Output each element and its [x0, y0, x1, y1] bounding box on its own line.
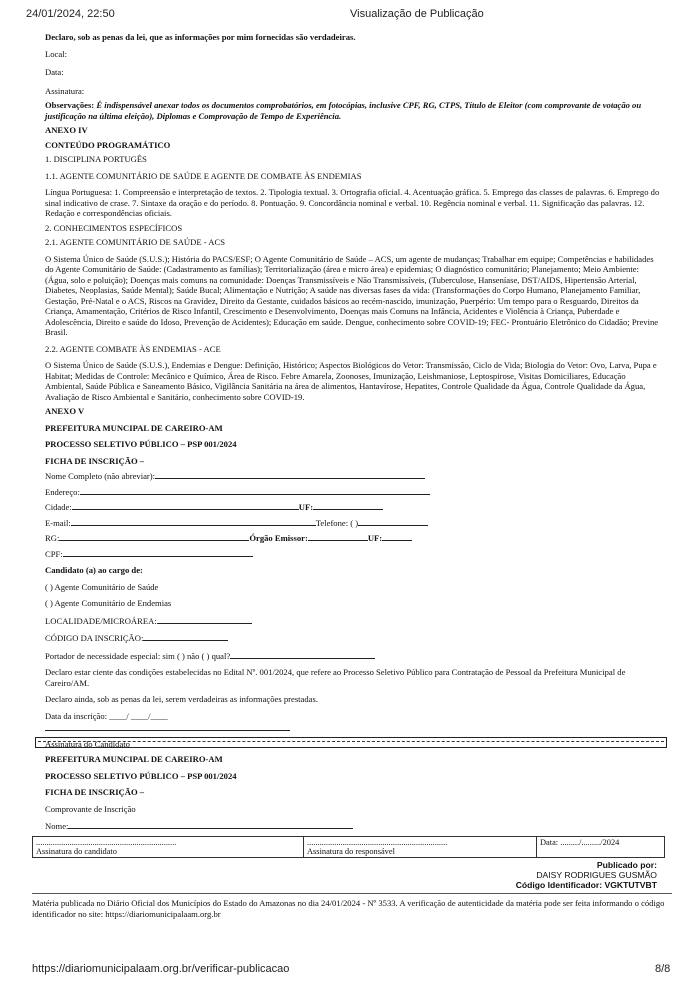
- identifier-code: Código Identificador: VGKTUTVBT: [515, 880, 657, 890]
- comprovante-nome: [45, 820, 660, 832]
- conteudo-title: CONTEÚDO PROGRAMÁTICO: [45, 139, 171, 150]
- field-email-label: E-mail:: [45, 517, 71, 528]
- comprovante-nome-label: Nome:: [45, 821, 69, 831]
- field-rg-line: [59, 532, 249, 541]
- field-cpf-label: CPF:: [45, 548, 63, 559]
- prefeitura-title: PREFEITURA MUNCIPAL DE CAREIRO-AM: [45, 422, 223, 433]
- ace-text: O Sistema Único de Saúde (S.U.S.), Endemias e Dengue: Definição, Histórico; Aspectos Biológicos do Vetor: Transmissão, Ciclo de Vida; Biologia do Vetor: Ovo, Larva, Pupa e Habitat; Medidas de Controle: Mecânico e Químico, Área de Risco. Febre Amarela, Zoonoses, Imunização, Leishmaniose, Leptospirose, Visitas Domiciliares, Educação Ambiental, Saúde Pública e Saneamento Básico, Vigilância Sanitária na área de alimentos, Hantavírose, Hepatites, Controle Qualidade da Água, Controle Qualidade da Água, Avaliação de Risco Ambiental e Sanitário, conhecimento sobre COVID-19.: [45, 360, 657, 402]
- acs-text: O Sistema Único de Saúde (S.U.S.); História do PACS/ESF; O Agente Comunitário de Saúde – ACS, um agente de mudanças; Trabalhar em equipe; Competências e habilidades do Agente Comunitário de Saúde: (Cadastramento as famílias); Territorialização (área e micro área) e epidemias; O diagnóstico comunitário; Planejamento; Meio Ambiente: (Água, solo e poluição); Doenças mais comuns na comunidade: Doenças Transmissíveis e Não Transmissíveis, (Tuberculose, Hanseníase, DST/AIDS, Hipertensão Arterial, Diabetes, Neoplasias, Saúde Mental); Saúde Bucal; Alimentação e Nutrição; A saúde nas diversas fases da vida: (Transformações do Corpo Humano, Planejamento Familiar, Gestação, Pré-Natal e o ACS, Riscos na Gravidez, Direito da Gestante, cuidados básicos ao recém-nascido, imunização, Puerpério: Um tempo para o Resguardo, Direitos da Criança, Amamentação, Critérios de Risco Infantil, Crescimento e Desenvolvimento, Doenças mais Comuns na Infância, Acidentes e Violência à Criança, Puberdade e Adolescência, Direito e saúde do Idoso, Prevenção de Acidentes); Educação em saúde. Dengue, conhecimento sobre COVID-19; FEC- Prontuário Eletrônico do Cidadão; Previne Brasil.: [45, 253, 659, 337]
- footer-url[interactable]: https://diariomunicipalaam.org.br/verificar-publicacao: [32, 963, 290, 975]
- comprovante-processo: PROCESSO SELETIVO PÚBLICO – PSP 001/2024: [45, 770, 237, 781]
- field-codigo: [45, 632, 660, 644]
- responsible-dots: ...................................................................: [307, 838, 448, 847]
- field-uf-line: [313, 501, 383, 510]
- comprovante-prefeitura: PREFEITURA MUNCIPAL DE CAREIRO-AM: [45, 754, 223, 764]
- publisher-name: DAISY RODRIGUES GUSMÃO: [536, 870, 657, 880]
- anexo-iv-title: ANEXO IV: [45, 125, 88, 135]
- document-body: [45, 32, 660, 750]
- field-endereco-line: [80, 486, 430, 495]
- candidate-signature-label: Assinatura do candidato: [36, 847, 117, 856]
- field-cidade: [45, 501, 660, 513]
- data-inscricao: Data da inscrição: ____/ ____/____: [45, 710, 168, 721]
- signature-cell-responsible: [304, 837, 537, 858]
- field-orgao-line: [308, 532, 368, 541]
- field-cidade-line: [72, 501, 299, 510]
- declaration-top: Declaro, sob as penas da lei, que as informações por mim fornecidas são verdadeiras.: [45, 32, 356, 42]
- comprovante-nome-line: [68, 820, 353, 829]
- comprovante-date: Data: ........./........./2024: [540, 838, 620, 847]
- observations-text: É indispensável anexar todos os documentos comprobatórios, em fotocópias, inclusive CPF, RG, CTPS, Título de Eleitor (com comprovante de votação ou justificação na última eleição), Diplomas e Comprovação de Tempo de Experiência.: [45, 100, 642, 121]
- responsible-signature-label: Assinatura do responsável: [307, 847, 395, 856]
- field-codigo-label: CÓDIGO DA INSCRIÇÃO:: [45, 633, 144, 643]
- field-uf2-label: UF:: [367, 533, 383, 543]
- declaro-ciente: Declaro estar ciente das condições estabelecidas no Edital Nº. 001/2024, que refere ao Processo Seletivo Público para Contratação de Pessoal da Prefeitura Municipal de Careiro/AM.: [45, 667, 626, 688]
- field-cpf: [45, 548, 660, 560]
- field-telefone-line: [358, 517, 428, 526]
- field-cpf-line: [63, 548, 253, 557]
- declaro-ainda: Declaro ainda, sob as penas da lei, serem verdadeiras as informações prestadas.: [45, 694, 318, 704]
- field-localidade-label: LOCALIDADE/MICROÁREA:: [45, 615, 157, 626]
- print-title: Visualização de Publicação: [350, 8, 484, 20]
- field-localidade-line: [157, 615, 252, 624]
- field-endereco: [45, 486, 660, 498]
- field-email: [45, 517, 660, 529]
- cut-line: [38, 741, 664, 742]
- option-acs: ( ) Agente Comunitário de Saúde: [45, 581, 159, 592]
- field-telefone-label: Telefone: ( ): [315, 517, 359, 528]
- observations-label: Observações:: [45, 100, 97, 110]
- section-conhecimentos: 2. CONHECIMENTOS ESPECÍFICOS: [45, 222, 183, 233]
- section-2-2: 2.2. AGENTE COMBATE ÀS ENDEMIAS - ACE: [45, 343, 221, 354]
- materia-note: Matéria publicada no Diário Oficial dos Municípios do Estado do Amazonas no dia 24/01/2024 - Nº 3533. A verificação de autenticidade da matéria pode ser feita informando o código identificador no site: https://diariomunicipalaam.org.br: [32, 898, 665, 919]
- date-label: Data:: [45, 67, 64, 77]
- anexo-v-title: ANEXO V: [45, 406, 85, 416]
- lingua-portuguesa-text: Língua Portuguesa: 1. Compreensão e interpretação de textos. 2. Tipologia textual. 3. Ortografia oficial. 4. Acentuação gráfica. 5. Emprego das classes de palavras. 6. Emprego do sinal indicativo de crase. 7. Sintaxe da oração e do período. 8. Pontuação. 9. Concordância nominal e verbal. 10. Regência nominal e verbal. 11. Significação das palavras. 12. Redação e correspondências oficiais.: [45, 187, 660, 218]
- section-1-1: 1.1. AGENTE COMUNITÁRIO DE SAÚDE E AGENTE DE COMBATE ÀS ENDEMIAS: [45, 170, 362, 181]
- signature-table: [32, 836, 665, 858]
- field-endereco-label: Endereço:: [45, 486, 80, 497]
- candidate-dots: ...................................................................: [36, 838, 177, 847]
- field-nome-label: Nome Completo (não abreviar):: [45, 471, 156, 481]
- signature-label: Assinatura:: [45, 85, 85, 96]
- field-portador-label: Portador de necessidade especial: sim ( ) não ( ) qual?: [45, 650, 231, 661]
- field-uf2-line: [382, 532, 412, 541]
- field-rg-label: RG:: [45, 533, 60, 543]
- processo-title: PROCESSO SELETIVO PÚBLICO – PSP 001/2024: [45, 439, 237, 449]
- field-rg: [45, 532, 660, 544]
- field-portador: [45, 650, 660, 662]
- section-2-1: 2.1. AGENTE COMUNITÁRIO DE SAÚDE - ACS: [45, 237, 225, 247]
- published-by-label: Publicado por:: [596, 860, 657, 870]
- print-datetime: 24/01/2024, 22:50: [26, 8, 115, 20]
- signature-cell-candidate: [33, 837, 304, 858]
- published-by: [516, 860, 657, 890]
- field-cidade-label: Cidade:: [45, 502, 72, 512]
- ficha-title: FICHA DE INSCRIÇÃO –: [45, 455, 145, 466]
- field-codigo-line: [143, 632, 228, 641]
- field-nome-line: [155, 470, 425, 479]
- date-cell: [537, 837, 665, 858]
- field-uf-label: UF:: [298, 502, 314, 512]
- cut-line-box: [35, 737, 667, 748]
- field-nome: [45, 470, 660, 482]
- candidato-label: Candidato (a) ao cargo de:: [45, 565, 143, 575]
- section-portugues: 1. DISCIPLINA PORTUGÊS: [45, 154, 147, 164]
- comprovante-ficha: FICHA DE INSCRIÇÃO –: [45, 787, 145, 797]
- observations: [45, 100, 660, 121]
- comprovante-section: [45, 754, 660, 832]
- comprovante-label: Comprovante de Inscrição: [45, 803, 136, 814]
- local-label: Local:: [45, 48, 67, 59]
- field-orgao-label: Órgão Emissor:: [249, 533, 308, 543]
- field-localidade: [45, 615, 660, 627]
- field-portador-line: [230, 650, 375, 659]
- option-ace: ( ) Agente Comunitário de Endemias: [45, 598, 172, 608]
- divider: [32, 893, 672, 894]
- page-number: 8/8: [655, 963, 671, 975]
- assinatura-candidato: Assinatura do Candidato: [45, 739, 130, 749]
- field-email-line: [71, 517, 316, 526]
